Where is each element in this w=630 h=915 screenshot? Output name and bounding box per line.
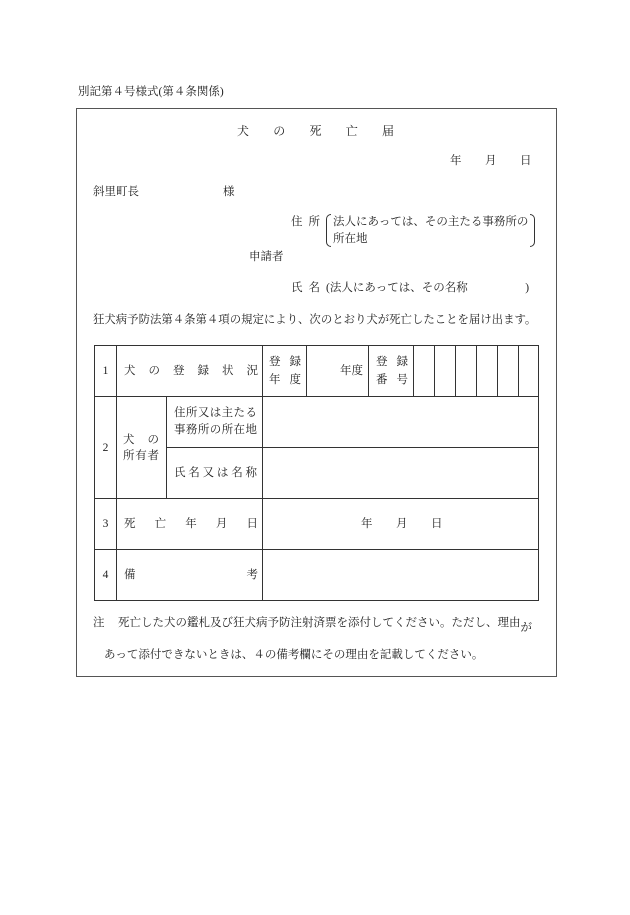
owner-address-label-cell (167, 397, 263, 448)
glyph: 事 (174, 424, 186, 436)
glyph: 死 (124, 518, 136, 530)
glyph: 登 (376, 356, 388, 368)
glyph: 住 (174, 407, 186, 419)
form-reference: 別記第４号様式(第４条関係) (78, 86, 224, 98)
glyph: 住 (291, 216, 303, 228)
glyph: 氏 (174, 466, 186, 479)
glyph: 度 (289, 374, 301, 386)
registration-status-label (124, 364, 258, 378)
glyph: 考 (246, 569, 258, 581)
glyph: は (209, 407, 222, 419)
glyph: 名 (231, 466, 243, 479)
registration-number-box (477, 346, 498, 397)
glyph: の (209, 424, 222, 436)
applicant-address-note-line2: 所在地 (333, 233, 368, 245)
glyph: 又 (202, 466, 215, 479)
note-line1 (118, 616, 532, 634)
owner-label-line2 (123, 448, 159, 464)
glyph: 年 (185, 518, 197, 530)
row-number: 4 (95, 550, 117, 601)
glyph: 称 (245, 466, 257, 479)
table-row-death-date (95, 499, 539, 550)
glyph: の (147, 433, 159, 446)
address-note-bracket-right (530, 214, 535, 247)
form-table (94, 345, 539, 601)
form-title (237, 124, 394, 138)
glyph: 番 (376, 374, 388, 386)
owner-name-label (174, 465, 257, 482)
glyph: 所 (197, 424, 210, 436)
glyph: 録 (289, 356, 301, 368)
glyph: 所 (308, 216, 320, 228)
glyph: 登 (269, 356, 281, 368)
owner-address-label-line2 (174, 422, 257, 439)
glyph: 所 (123, 449, 135, 462)
remarks-label-cell (117, 550, 263, 601)
death-date-day-label: 日 (431, 518, 443, 530)
note-line1-tail: が (520, 622, 532, 634)
glyph: は (216, 466, 229, 479)
addressee-honorific: 様 (223, 186, 235, 198)
registration-year-label-cell (263, 346, 307, 397)
registration-number-box (519, 346, 539, 397)
registration-number-label-line2 (376, 371, 408, 389)
glyph: 号 (396, 374, 408, 386)
glyph: 犬 (124, 365, 136, 377)
row-number: 1 (95, 346, 117, 397)
glyph: る (245, 407, 257, 419)
glyph: 亡 (345, 124, 358, 138)
death-date-label (124, 517, 258, 531)
address-note-bracket-left (326, 214, 331, 247)
table-row-registration (95, 346, 539, 397)
owner-address-value (263, 397, 539, 448)
declaration-statement: 狂犬病予防法第４条第４項の規定により、次のとおり犬が死亡したことを届け出ます。 (93, 314, 537, 326)
glyph: 死 (309, 124, 322, 138)
glyph: 氏 (291, 282, 303, 294)
glyph: 所 (221, 424, 234, 436)
registration-number-box (414, 346, 435, 397)
glyph: の (148, 365, 160, 377)
glyph: 在 (233, 424, 246, 436)
registration-year-label-line1 (269, 353, 301, 371)
registration-number-label-line1 (376, 353, 408, 371)
registration-year-value: 年度 (307, 346, 369, 397)
glyph: 録 (396, 356, 408, 368)
glyph: 備 (124, 569, 136, 581)
owner-label-line1 (123, 432, 159, 448)
glyph: 名 (308, 282, 320, 294)
registration-number-box (498, 346, 519, 397)
glyph: 務 (185, 424, 198, 436)
glyph: 犬 (123, 433, 135, 446)
registration-number-box (456, 346, 477, 397)
glyph: 所 (185, 407, 198, 419)
table-row-owner-address (95, 397, 539, 448)
glyph: 又 (197, 407, 210, 419)
glyph: 者 (147, 449, 159, 462)
glyph: 況 (246, 365, 258, 377)
applicant-address-note-line1: 法人にあっては、その主たる事務所の (333, 216, 529, 228)
note-line2: あって添付できないときは、４の備考欄にその理由を記載してください。 (104, 649, 484, 661)
glyph: 地 (245, 424, 257, 436)
glyph: 日 (246, 518, 258, 530)
registration-year-label-line2 (269, 371, 301, 389)
glyph: 亡 (154, 518, 167, 530)
glyph: の (273, 124, 286, 138)
glyph: た (233, 407, 246, 419)
death-date-month-label: 月 (396, 518, 408, 530)
date-day-label: 日 (520, 155, 532, 167)
date-year-label: 年 (450, 155, 462, 167)
applicant-name-note: (法人にあっては、その名称 ) (326, 282, 530, 294)
registration-number-box (435, 346, 456, 397)
owner-name-label-cell (167, 448, 263, 499)
glyph: 有 (135, 449, 147, 462)
date-month-label: 月 (485, 155, 497, 167)
applicant-name-label (291, 281, 320, 295)
glyph: 届 (381, 124, 394, 138)
registration-number-label-cell (369, 346, 414, 397)
death-date-value (263, 517, 538, 531)
death-date-value-cell (263, 499, 539, 550)
glyph: 名 (188, 466, 200, 479)
death-date-label-cell (117, 499, 263, 550)
owner-label-cell (117, 397, 167, 499)
registration-status-label-cell (117, 346, 263, 397)
glyph: 犬 (237, 124, 250, 138)
note-mark: 注 (93, 617, 105, 629)
owner-name-value (263, 448, 539, 499)
glyph: 年 (269, 374, 281, 386)
note-line1-text: 死亡した犬の鑑札及び狂犬病予防注射済票を添付してください。ただし、理由 (118, 617, 521, 629)
addressee-name: 斜里町長 (93, 186, 139, 198)
applicant-label: 申請者 (249, 251, 284, 263)
applicant-address-label (291, 215, 320, 229)
remarks-label (124, 568, 258, 582)
owner-address-label-line1 (174, 405, 257, 422)
remarks-value (263, 550, 539, 601)
glyph: 録 (197, 365, 209, 377)
glyph: 登 (173, 365, 185, 377)
row-number: 2 (95, 397, 117, 499)
glyph: 月 (215, 518, 228, 530)
table-row-remarks (95, 550, 539, 601)
glyph: 主 (221, 407, 234, 419)
glyph: 状 (222, 365, 234, 377)
death-date-year-label: 年 (361, 518, 373, 530)
row-number: 3 (95, 499, 117, 550)
